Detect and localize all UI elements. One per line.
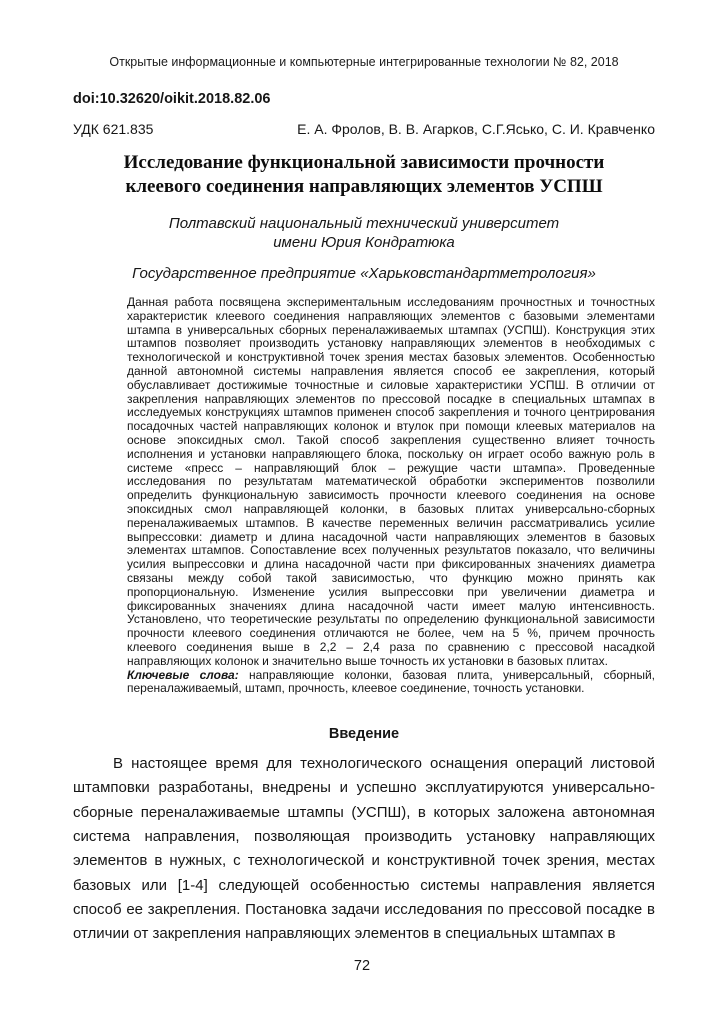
doi-line: doi:10.32620/oikit.2018.82.06 bbox=[73, 91, 271, 107]
affiliation-university bbox=[73, 214, 655, 252]
paper-title bbox=[73, 151, 655, 199]
paper-title-line1: Исследование функциональной зависимости прочности bbox=[123, 152, 605, 173]
page-number: 72 bbox=[353, 958, 371, 974]
paper-title-line2: клеевого соединения направляющих элементов УСПШ bbox=[125, 176, 603, 197]
affiliation-enterprise: Государственное предприятие «Харьковстандартметрология» bbox=[132, 265, 596, 282]
keywords-line bbox=[127, 669, 655, 697]
udc-code: УДК 621.835 bbox=[73, 121, 154, 137]
authors-line: Е. А. Фролов, В. В. Агарков, С.Г.Ясько, С. И. Кравченко bbox=[297, 121, 655, 137]
introduction-paragraph: В настоящее время для технологического оснащения операций листовой штамповки разработаны, внедрены и успешно эксплуатируются универсально-сборные переналаживаемые штампы (УСПШ), в которых заложена автономная система направления, позволяющая производить установку направляющих элементов в нужных, с технологической и конструктивной точек зрения, местах базовых или [1-4] следующей особенностью системы направления является способ ее закрепления. Постановка задачи исследования по прессовой посадке в отличии от закрепления направляющих элементов в специальных штампах в bbox=[73, 755, 655, 943]
udc-authors-row bbox=[73, 121, 655, 138]
keywords-label: Ключевые слова: bbox=[127, 667, 239, 682]
keywords-text: направляющие колонки, базовая плита, универсальный, сборный, переналаживаемый, штамп, прочность, клеевое соединение, точность установки. bbox=[127, 667, 655, 696]
affiliation-university-line2: имени Юрия Кондратюка bbox=[273, 234, 455, 251]
journal-header: Открытые информационные и компьютерные интегрированные технологии № 82, 2018 bbox=[109, 55, 619, 69]
abstract-text: Данная работа посвящена экспериментальным исследованиям прочностных и точностных характеристик клеевого соединения направляющих элементов с базовыми элементами штампа в универсальных сборных переналаживаемых штампах (УСПШ). Конструкция этих штампов позволяет производить установку направляющих элементов в необходимых с технологической и конструктивной точек зрения местах базовых элементов. Особенностью данной автономной системы направления является способ ее закрепления, который обуславливает достижимые точностные и силовые характеристики УСПШ. В отличии от закрепления направляющих элементов по прессовой посадке в специальных штампах в исследуемых конструкциях штампов применен способ закрепления и точного центрирования посадочных частей направляющих колонок и втулок при помощи клеевых материалов на основе эпоксидных смол. Такой способ закрепления существенно влияет точность исполнения и установки направляющего блока, поскольку он играет особо важную роль в системе «пресс – направляющий блок – режущие части штампа». Проведенные исследования по результатам математической обработки экспериментов позволили определить функциональную зависимость прочности клеевого соединения на основе эпоксидных смол направляющей колонки, в базовых плитах универсально-сборных переналаживаемых штампов. В качестве переменных величин рассматривались усилие выпрессовки: диаметр и длина насадочной части направляющих элементов в базовых элементах штампов. Сопоставление всех полученных результатов показало, что величины усилия выпрессовки и длина насадочной части при фиксированных значениях диаметра связаны между собой такой зависимостью, что функцию можно принять как пропорциональную. Изменение усилия выпрессовки при увеличении диаметра и фиксированных значениях длина насадочной части имеет малую интенсивность. Установлено, что теоретические результаты по определению функциональной зависимости прочности клеевого соединения отличаются не более, чем на 5 %, причем прочность клеевого соединения выше в 2,2 – 2,4 раза по сравнению с прессовой насадкой направляющих колонок и значительно выше точность их установки в базовых плитах. bbox=[127, 295, 655, 668]
section-heading-introduction: Введение bbox=[328, 726, 400, 743]
affiliation-university-line1: Полтавский национальный технический университет bbox=[168, 215, 560, 232]
abstract-block bbox=[127, 296, 655, 696]
